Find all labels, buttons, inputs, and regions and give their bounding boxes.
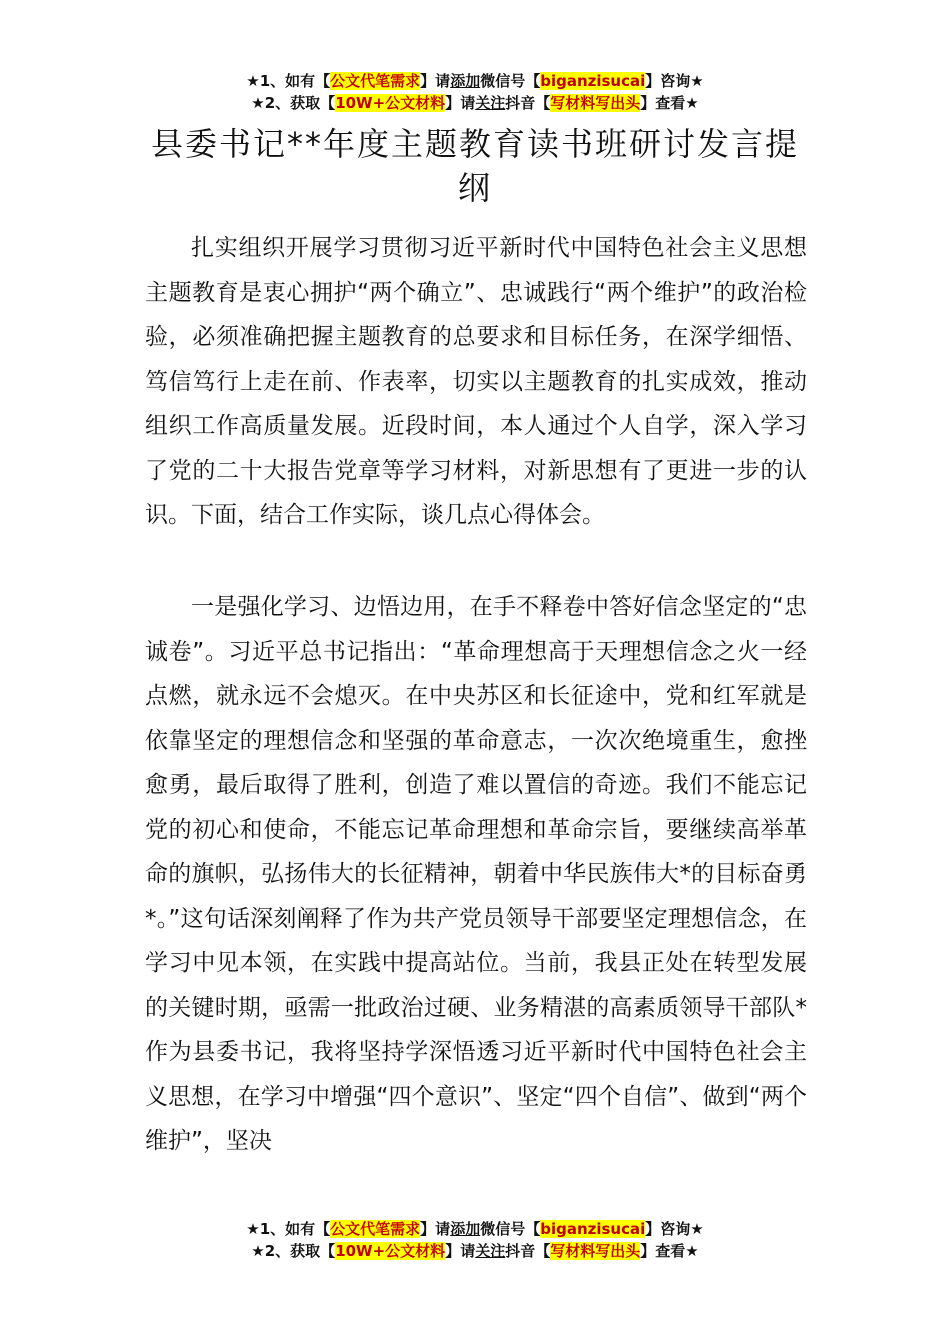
banner-line-2 — [0, 1240, 950, 1262]
banner-text: 】查看★ — [640, 1242, 699, 1260]
banner-line-1 — [0, 1218, 950, 1240]
banner-highlight: 写材料写出头 — [550, 1242, 641, 1260]
banner-highlight: biganzisucai — [540, 1220, 646, 1238]
banner-highlight: 写材料写出头 — [550, 94, 641, 112]
banner-text: 】请 — [420, 72, 451, 90]
banner-text: 】咨询★ — [645, 72, 704, 90]
banner-underline: 添加 — [450, 1220, 481, 1238]
banner-highlight: biganzisucai — [540, 72, 646, 90]
banner-line-1 — [0, 70, 950, 92]
paragraph-point-1: 一是强化学习、边悟边用，在手不释卷中答好信念坚定的“忠诚卷”。习近平总书记指出：“革命理想高于天理想信念之火一经点燃，就永远不会熄灭。在中央苏区和长征途中，党和红军就是依靠坚定的理想信念和坚强的革命意志，一次次绝境重生，愈挫愈勇，最后取得了胜利，创造了难以置信的奇迹。我们不能忘记党的初心和使命，不能忘记革命理想和革命宗旨，要继续高举革命的旗帜，弘扬伟大的长征精神，朝着中华民族伟大*的目标奋勇*。”这句话深刻阐释了作为共产党员领导干部要坚定理想信念，在学习中见本领，在实践中提高站位。当前，我县正处在转型发展的关键时期，亟需一批政治过硬、业务精湛的高素质领导干部队*作为县委书记，我将坚持学深悟透习近平新时代中国特色社会主义思想，在学习中增强“四个意识”、坚定“四个自信”、做到“两个维护”，坚决 — [145, 594, 807, 1154]
banner-text: 抖音【 — [505, 1242, 551, 1260]
banner-text: ★1、如有【 — [246, 72, 331, 90]
top-banner — [0, 70, 950, 114]
bottom-banner — [0, 1218, 950, 1262]
banner-highlight: 10W+公文材料 — [335, 1242, 446, 1260]
banner-text: 】请 — [420, 1220, 451, 1238]
banner-text: 】请 — [445, 1242, 476, 1260]
banner-line-2 — [0, 92, 950, 114]
banner-text: ★2、获取【 — [251, 1242, 336, 1260]
banner-text: ★1、如有【 — [246, 1220, 331, 1238]
paragraph-intro: 扎实组织开展学习贯彻习近平新时代中国特色社会主义思想主题教育是衷心拥护“两个确立”、忠诚践行“两个维护”的政治检验，必须准确把握主题教育的总要求和目标任务，在深学细悟、笃信笃行上走在前、作表率，切实以主题教育的扎实成效，推动组织工作高质量发展。近段时间，本人通过个人自学，深入学习了党的二十大报告党章等学习材料，对新思想有了更进一步的认识。下面，结合工作实际，谈几点心得体会。 — [145, 235, 807, 528]
banner-highlight: 公文代笔需求 — [330, 1220, 421, 1238]
banner-text: 微信号【 — [480, 72, 541, 90]
banner-text: 】请 — [445, 94, 476, 112]
banner-text: 】咨询★ — [645, 1220, 704, 1238]
banner-highlight: 10W+公文材料 — [335, 94, 446, 112]
banner-underline: 关注 — [475, 94, 506, 112]
banner-text: 抖音【 — [505, 94, 551, 112]
document-title: 县委书记**年度主题教育读书班研讨发言提纲 — [150, 125, 799, 207]
banner-underline: 关注 — [475, 1242, 506, 1260]
banner-text: ★2、获取【 — [251, 94, 336, 112]
banner-text: 微信号【 — [480, 1220, 541, 1238]
banner-highlight: 公文代笔需求 — [330, 72, 421, 90]
banner-underline: 添加 — [450, 72, 481, 90]
banner-text: 】查看★ — [640, 94, 699, 112]
